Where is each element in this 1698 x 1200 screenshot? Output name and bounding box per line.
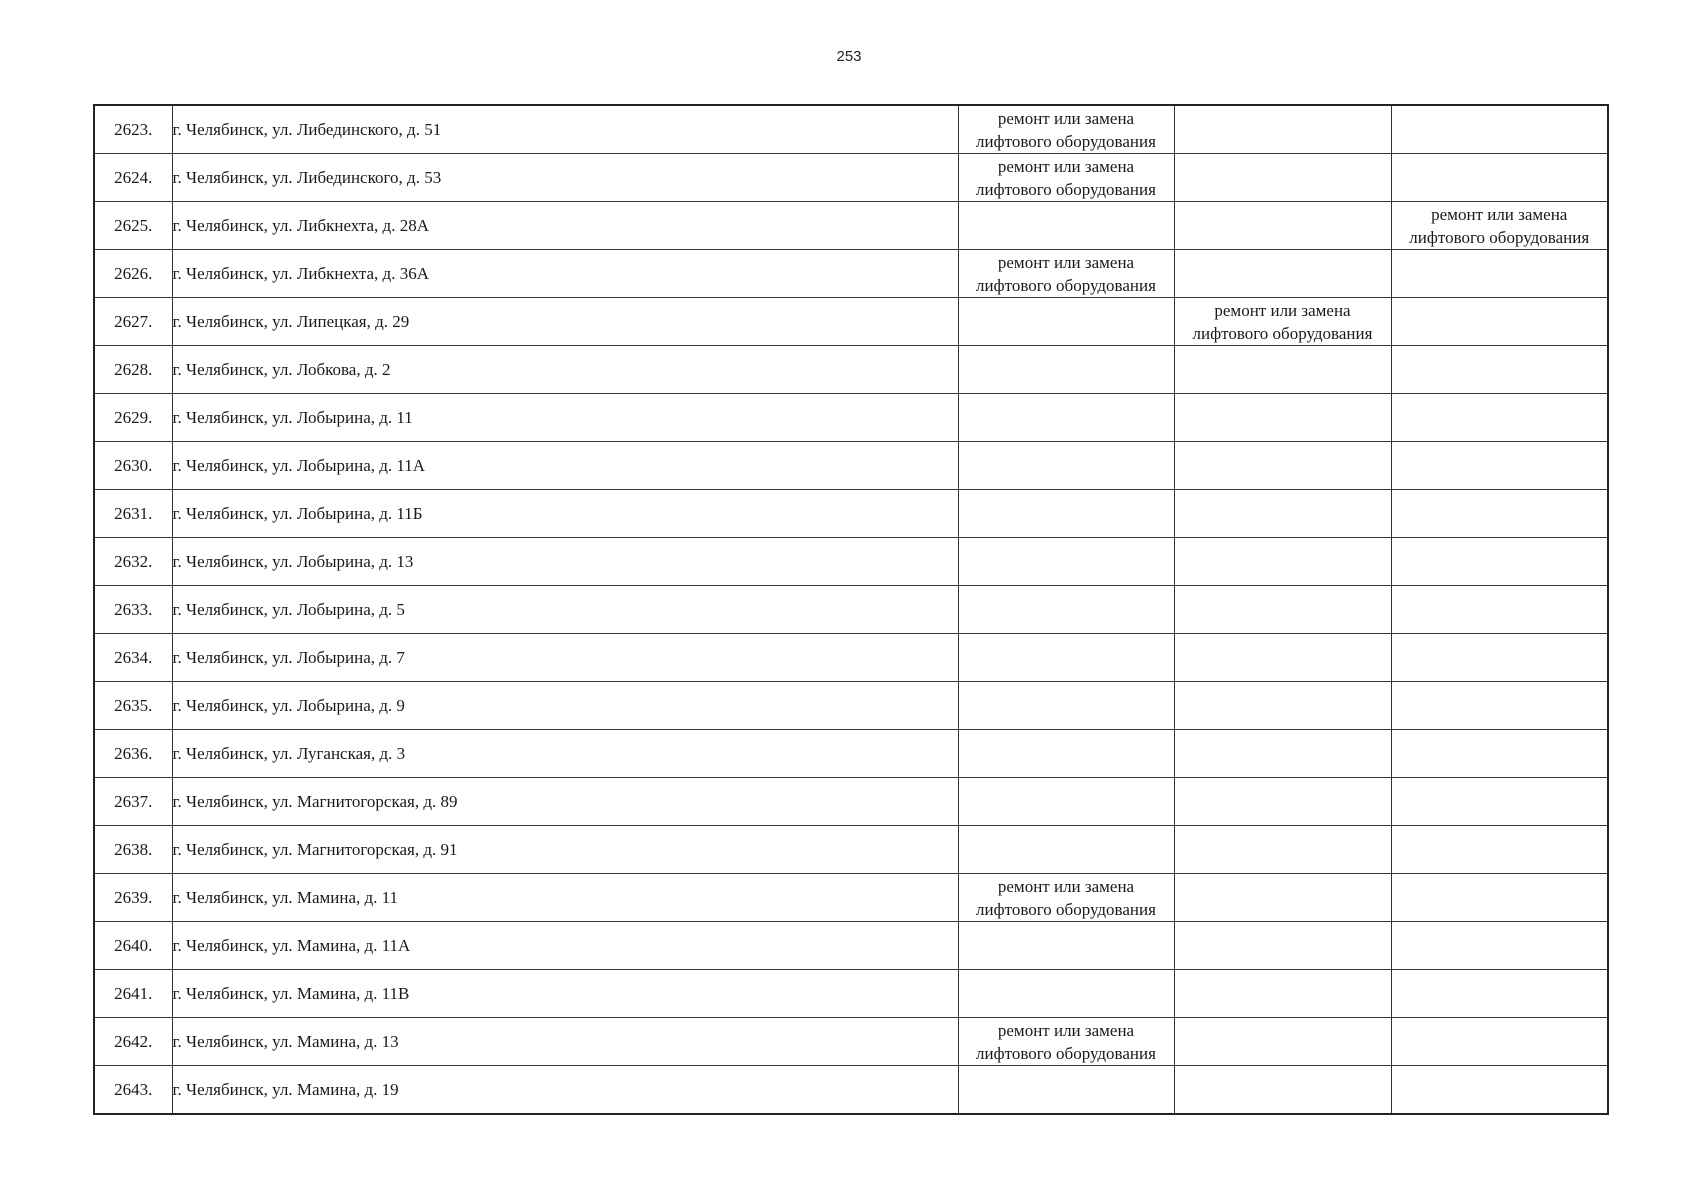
- work-period-2-cell: [1174, 298, 1391, 346]
- work-period-1-cell: [958, 1066, 1174, 1115]
- work-period-2-cell: [1174, 778, 1391, 826]
- work-period-2-cell: [1174, 1018, 1391, 1066]
- work-type-line-1: ремонт или замена: [997, 252, 1135, 272]
- work-type-line-2: лифтового оборудования: [976, 131, 1156, 151]
- address-cell: г. Челябинск, ул. Лобырина, д. 11: [172, 394, 958, 442]
- address-cell: г. Челябинск, ул. Магнитогорская, д. 91: [172, 826, 958, 874]
- work-period-3-cell: [1391, 490, 1608, 538]
- row-number: 2624.: [94, 154, 172, 202]
- row-number: 2634.: [94, 634, 172, 682]
- work-period-2-cell: [1174, 634, 1391, 682]
- work-type-line-2: лифтового оборудования: [976, 275, 1156, 295]
- work-period-2-cell: [1174, 538, 1391, 586]
- work-period-1-cell: [958, 105, 1174, 154]
- work-type-line-2: лифтового оборудования: [976, 1043, 1156, 1063]
- work-period-2-cell: [1174, 490, 1391, 538]
- row-number: 2641.: [94, 970, 172, 1018]
- work-period-2-cell: [1174, 394, 1391, 442]
- work-period-1-cell: [958, 874, 1174, 922]
- row-number: 2627.: [94, 298, 172, 346]
- table-row: [94, 346, 1608, 394]
- address-cell: г. Челябинск, ул. Мамина, д. 13: [172, 1018, 958, 1066]
- address-cell: г. Челябинск, ул. Мамина, д. 11А: [172, 922, 958, 970]
- work-period-2-cell: [1174, 586, 1391, 634]
- work-period-3-cell: [1391, 250, 1608, 298]
- work-period-3-cell: [1391, 682, 1608, 730]
- address-cell: г. Челябинск, ул. Луганская, д. 3: [172, 730, 958, 778]
- table-row: [94, 874, 1608, 922]
- work-period-1-cell: [958, 1018, 1174, 1066]
- work-period-3-cell: [1391, 538, 1608, 586]
- address-cell: г. Челябинск, ул. Мамина, д. 19: [172, 1066, 958, 1115]
- work-period-1-cell: [958, 346, 1174, 394]
- address-cell: г. Челябинск, ул. Лобырина, д. 11А: [172, 442, 958, 490]
- row-number: 2642.: [94, 1018, 172, 1066]
- work-period-3-cell: [1391, 442, 1608, 490]
- work-period-3-cell: [1391, 826, 1608, 874]
- address-cell: г. Челябинск, ул. Лобырина, д. 9: [172, 682, 958, 730]
- address-cell: г. Челябинск, ул. Либкнехта, д. 36А: [172, 250, 958, 298]
- table-row: [94, 154, 1608, 202]
- work-period-3-cell: [1391, 346, 1608, 394]
- address-cell: г. Челябинск, ул. Лобкова, д. 2: [172, 346, 958, 394]
- table-row: [94, 922, 1608, 970]
- table-row: [94, 634, 1608, 682]
- work-type-line-2: лифтового оборудования: [976, 179, 1156, 199]
- row-number: 2629.: [94, 394, 172, 442]
- row-number: 2639.: [94, 874, 172, 922]
- work-period-1-cell: [958, 730, 1174, 778]
- row-number: 2638.: [94, 826, 172, 874]
- work-period-3-cell: [1391, 154, 1608, 202]
- address-cell: г. Челябинск, ул. Мамина, д. 11В: [172, 970, 958, 1018]
- table-row: [94, 586, 1608, 634]
- row-number: 2635.: [94, 682, 172, 730]
- work-period-1-cell: [958, 154, 1174, 202]
- work-type-line-1: ремонт или замена: [1214, 300, 1351, 320]
- work-period-3-cell: [1391, 922, 1608, 970]
- work-period-3-cell: [1391, 1018, 1608, 1066]
- work-period-1-cell: [958, 250, 1174, 298]
- table-row: [94, 682, 1608, 730]
- work-period-2-cell: [1174, 1066, 1391, 1115]
- address-cell: г. Челябинск, ул. Магнитогорская, д. 89: [172, 778, 958, 826]
- table-row: [94, 490, 1608, 538]
- row-number: 2623.: [94, 105, 172, 154]
- work-type-line-1: ремонт или замена: [1431, 204, 1568, 224]
- work-period-2-cell: [1174, 970, 1391, 1018]
- address-cell: г. Челябинск, ул. Липецкая, д. 29: [172, 298, 958, 346]
- work-period-1-cell: [958, 394, 1174, 442]
- work-type-line-1: ремонт или замена: [997, 156, 1135, 176]
- work-type-line-1: ремонт или замена: [997, 876, 1135, 896]
- work-period-3-cell: [1391, 730, 1608, 778]
- row-number: 2630.: [94, 442, 172, 490]
- work-period-2-cell: [1174, 105, 1391, 154]
- page-number: 253: [836, 48, 862, 65]
- work-period-2-cell: [1174, 826, 1391, 874]
- row-number: 2643.: [94, 1066, 172, 1115]
- work-type-line-2: лифтового оборудования: [1192, 323, 1373, 343]
- work-period-3-cell: [1391, 202, 1608, 250]
- table-row: [94, 250, 1608, 298]
- row-number: 2637.: [94, 778, 172, 826]
- work-period-1-cell: [958, 202, 1174, 250]
- table-row: [94, 202, 1608, 250]
- housing-register-table: [93, 104, 1609, 1115]
- work-period-3-cell: [1391, 970, 1608, 1018]
- row-number: 2632.: [94, 538, 172, 586]
- work-period-2-cell: [1174, 874, 1391, 922]
- row-number: 2640.: [94, 922, 172, 970]
- row-number: 2626.: [94, 250, 172, 298]
- work-period-2-cell: [1174, 346, 1391, 394]
- row-number: 2625.: [94, 202, 172, 250]
- table-row: [94, 538, 1608, 586]
- work-period-1-cell: [958, 538, 1174, 586]
- work-period-3-cell: [1391, 778, 1608, 826]
- work-period-2-cell: [1174, 202, 1391, 250]
- row-number: 2633.: [94, 586, 172, 634]
- row-number: 2636.: [94, 730, 172, 778]
- table-row: [94, 778, 1608, 826]
- work-period-1-cell: [958, 778, 1174, 826]
- work-type-line-1: ремонт или замена: [997, 1020, 1135, 1040]
- work-type-line-2: лифтового оборудования: [1409, 227, 1590, 247]
- work-period-1-cell: [958, 682, 1174, 730]
- work-period-1-cell: [958, 490, 1174, 538]
- work-period-2-cell: [1174, 922, 1391, 970]
- work-period-3-cell: [1391, 586, 1608, 634]
- work-period-3-cell: [1391, 1066, 1608, 1115]
- work-period-3-cell: [1391, 634, 1608, 682]
- table-row: [94, 442, 1608, 490]
- address-cell: г. Челябинск, ул. Лобырина, д. 11Б: [172, 490, 958, 538]
- table-row: [94, 394, 1608, 442]
- work-period-3-cell: [1391, 105, 1608, 154]
- work-type-line-1: ремонт или замена: [997, 108, 1135, 128]
- row-number: 2628.: [94, 346, 172, 394]
- address-cell: г. Челябинск, ул. Либединского, д. 51: [172, 105, 958, 154]
- address-cell: г. Челябинск, ул. Лобырина, д. 7: [172, 634, 958, 682]
- table-row: [94, 826, 1608, 874]
- work-period-1-cell: [958, 922, 1174, 970]
- address-cell: г. Челябинск, ул. Мамина, д. 11: [172, 874, 958, 922]
- work-type-line-2: лифтового оборудования: [976, 899, 1156, 919]
- work-period-3-cell: [1391, 874, 1608, 922]
- address-cell: г. Челябинск, ул. Лобырина, д. 5: [172, 586, 958, 634]
- table-row: [94, 970, 1608, 1018]
- work-period-3-cell: [1391, 298, 1608, 346]
- work-period-3-cell: [1391, 394, 1608, 442]
- work-period-1-cell: [958, 634, 1174, 682]
- work-period-2-cell: [1174, 682, 1391, 730]
- row-number: 2631.: [94, 490, 172, 538]
- address-cell: г. Челябинск, ул. Либкнехта, д. 28А: [172, 202, 958, 250]
- work-period-1-cell: [958, 970, 1174, 1018]
- work-period-2-cell: [1174, 730, 1391, 778]
- work-period-1-cell: [958, 442, 1174, 490]
- table-row: [94, 730, 1608, 778]
- work-period-2-cell: [1174, 442, 1391, 490]
- work-period-1-cell: [958, 298, 1174, 346]
- address-cell: г. Челябинск, ул. Лобырина, д. 13: [172, 538, 958, 586]
- work-period-2-cell: [1174, 250, 1391, 298]
- table-row: [94, 105, 1608, 154]
- register-body: [94, 105, 1608, 1114]
- work-period-1-cell: [958, 826, 1174, 874]
- table-row: [94, 298, 1608, 346]
- address-cell: г. Челябинск, ул. Либединского, д. 53: [172, 154, 958, 202]
- work-period-2-cell: [1174, 154, 1391, 202]
- table-row: [94, 1018, 1608, 1066]
- work-period-1-cell: [958, 586, 1174, 634]
- table-row: [94, 1066, 1608, 1115]
